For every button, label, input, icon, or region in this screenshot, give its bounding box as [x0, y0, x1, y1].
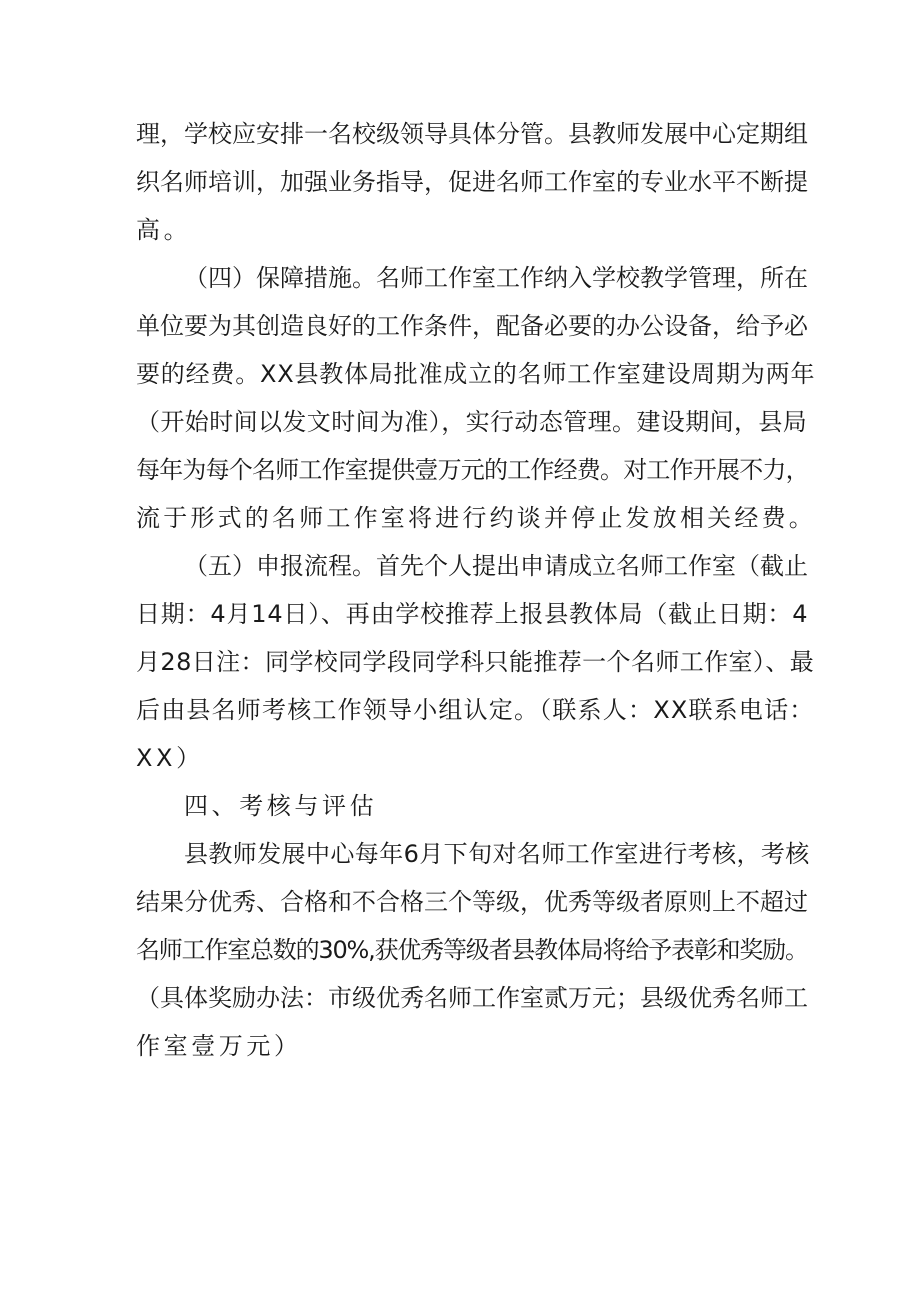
- body-text-line: 后由县名师考核工作领导小组认定。（联系人：XX联系电话：: [136, 696, 815, 724]
- body-text-line: 月28日注：同学校同学段同学科只能推荐一个名师工作室）、最: [136, 648, 815, 676]
- body-text-line: 理，学校应安排一名校级领导具体分管。县教师发展中心定期组: [136, 120, 808, 148]
- body-text-line: 日期：4月14日）、再由学校推荐上报县教体局（截止日期：4: [136, 600, 809, 628]
- body-text-line: （开始时间以发文时间为准），实行动态管理。建设期间，县局: [136, 408, 808, 436]
- body-text-line: （具体奖励办法：市级优秀名师工作室贰万元；县级优秀名师工: [136, 984, 808, 1012]
- body-text-line: 结果分优秀、合格和不合格三个等级，优秀等级者原则上不超过: [136, 888, 808, 916]
- body-text-line: 流于形式的名师工作室将进行约谈并停止发放相关经费。: [136, 504, 816, 532]
- body-text-line: 县教师发展中心每年6月下旬对名师工作室进行考核，考核: [184, 840, 810, 868]
- body-text-line: XX）: [136, 744, 204, 772]
- body-text-line: 名师工作室总数的30%,获优秀等级者县教体局将给予表彰和奖励。: [136, 936, 808, 964]
- chapter-heading: 四、考核与评估: [184, 792, 378, 820]
- body-text-line: 每年为每个名师工作室提供壹万元的工作经费。对工作开展不力，: [136, 456, 809, 484]
- body-text-line: 高。: [136, 216, 192, 244]
- section-heading-line: （五）申报流程。首先个人提出申请成立名师工作室（截止: [184, 552, 808, 580]
- body-text-line: 单位要为其创造良好的工作条件，配备必要的办公设备，给予必: [136, 312, 808, 340]
- body-text-line: 织名师培训，加强业务指导，促进名师工作室的专业水平不断提: [136, 168, 808, 196]
- body-text-line: 作室壹万元）: [136, 1032, 302, 1060]
- section-heading-line: （四）保障措施。名师工作室工作纳入学校教学管理，所在: [184, 264, 808, 292]
- body-text-line: 要的经费。XX县教体局批准成立的名师工作室建设周期为两年: [136, 360, 816, 388]
